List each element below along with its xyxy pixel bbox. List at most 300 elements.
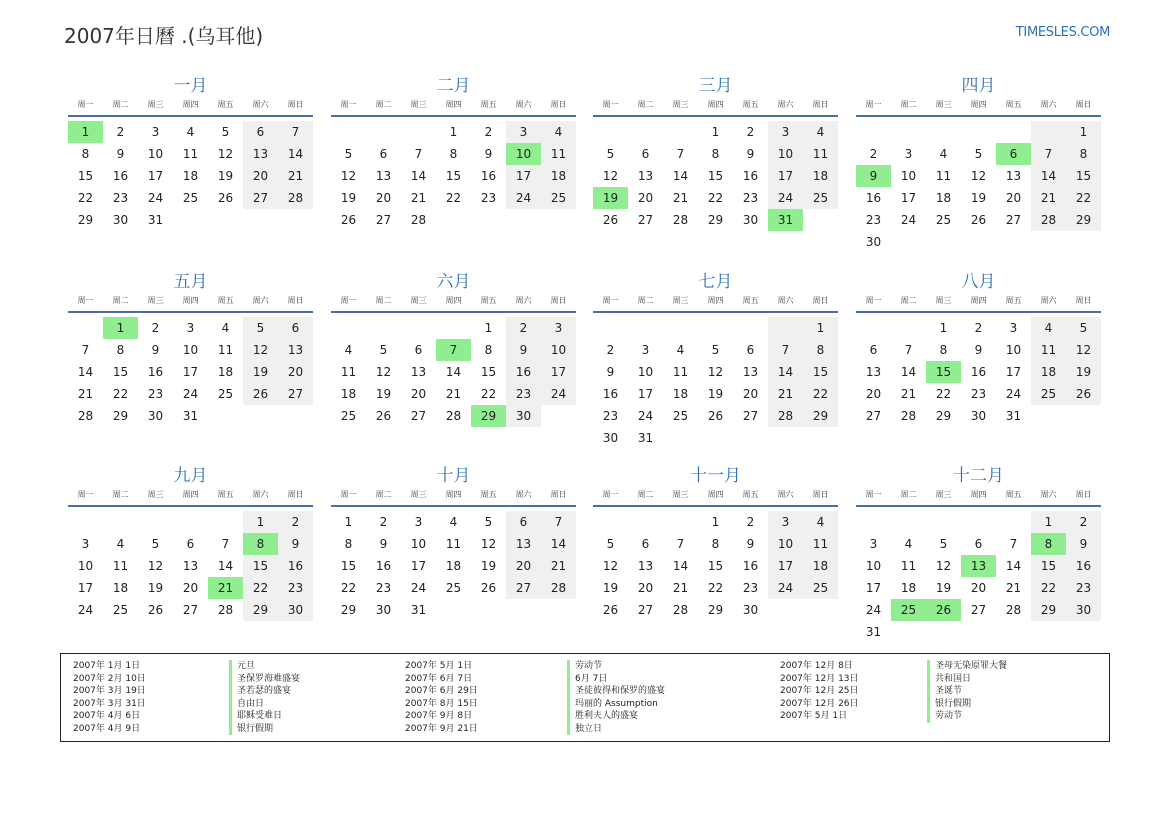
empty-cell (663, 317, 698, 339)
day-cell: 26 (243, 383, 278, 405)
day-cell: 21 (900, 387, 917, 401)
empty-cell (698, 427, 733, 449)
day-cell: 2 (484, 125, 493, 139)
day-cell: 10 (768, 143, 803, 165)
month-calendar (68, 75, 313, 231)
day-grid (68, 317, 313, 427)
legend-holiday-name: 劳动节 (927, 710, 1007, 723)
day-cell: 13 (506, 533, 541, 555)
weekday-label: 周一 (602, 100, 619, 109)
day-cell: 1 (103, 317, 138, 339)
day-cell: 4 (116, 537, 125, 551)
day-cell: 16 (970, 365, 987, 379)
day-cell: 2 (746, 515, 755, 529)
day-cell: 31 (637, 431, 654, 445)
day-cell: 18 (217, 365, 234, 379)
empty-cell (436, 317, 471, 339)
day-cell: 31 (410, 603, 427, 617)
day-cell: 27 (637, 213, 654, 227)
weekday-label: 周六 (777, 100, 794, 109)
empty-cell (628, 317, 663, 339)
weekday-label: 周五 (480, 490, 497, 499)
legend-date: 2007年 6月 7日 (405, 673, 473, 684)
day-cell: 29 (707, 213, 724, 227)
weekday-label: 周三 (672, 490, 689, 499)
weekday-label: 周四 (707, 490, 724, 499)
day-cell: 18 (445, 559, 462, 573)
day-cell: 6 (641, 537, 650, 551)
weekday-label: 周四 (182, 296, 199, 305)
day-cell: 30 (602, 431, 619, 445)
day-cell: 15 (243, 555, 278, 577)
weekday-label: 周五 (742, 100, 759, 109)
weekday-label: 周六 (252, 100, 269, 109)
day-cell: 2 (974, 321, 983, 335)
weekday-label: 周六 (1040, 296, 1057, 305)
day-cell: 30 (278, 599, 313, 621)
day-cell: 9 (606, 365, 615, 379)
day-cell: 10 (865, 559, 882, 573)
empty-cell (541, 599, 576, 621)
day-cell: 7 (1031, 143, 1066, 165)
day-cell: 4 (904, 537, 913, 551)
day-cell: 30 (147, 409, 164, 423)
month-name: 六月 (436, 272, 471, 292)
day-cell: 4 (803, 121, 838, 143)
empty-cell (961, 231, 996, 253)
legend-name-column (567, 660, 665, 735)
day-cell: 14 (410, 169, 427, 183)
day-cell: 10 (541, 339, 576, 361)
day-cell: 16 (506, 361, 541, 383)
day-cell: 5 (1066, 317, 1101, 339)
day-cell: 11 (112, 559, 129, 573)
weekday-label: 周六 (777, 296, 794, 305)
empty-cell (698, 317, 733, 339)
day-cell: 26 (602, 603, 619, 617)
day-cell: 28 (672, 213, 689, 227)
day-cell: 19 (970, 191, 987, 205)
day-cell: 15 (480, 365, 497, 379)
day-cell: 14 (768, 361, 803, 383)
day-cell: 23 (970, 387, 987, 401)
month-name: 七月 (698, 272, 733, 292)
day-cell: 14 (541, 533, 576, 555)
day-cell: 16 (865, 191, 882, 205)
empty-cell (208, 405, 243, 427)
day-cell: 23 (1066, 577, 1101, 599)
empty-cell (663, 427, 698, 449)
legend-date-column (780, 660, 859, 723)
day-cell: 1 (939, 321, 948, 335)
day-cell: 19 (243, 361, 278, 383)
day-cell: 7 (436, 339, 471, 361)
day-cell: 9 (856, 165, 891, 187)
day-cell: 26 (147, 603, 164, 617)
weekday-label: 周一 (77, 296, 94, 305)
day-cell: 25 (217, 387, 234, 401)
day-cell: 8 (939, 343, 948, 357)
day-cell: 31 (182, 409, 199, 423)
day-cell: 28 (445, 409, 462, 423)
weekday-label: 周三 (410, 296, 427, 305)
empty-cell (1031, 405, 1066, 427)
month-name: 四月 (961, 76, 996, 96)
day-cell: 22 (112, 387, 129, 401)
month-calendar (856, 271, 1101, 427)
page-title: 2007年日曆 .(乌耳他) (64, 24, 264, 48)
weekday-label: 周三 (672, 296, 689, 305)
day-cell: 25 (112, 603, 129, 617)
day-cell: 14 (1031, 165, 1066, 187)
day-cell: 23 (742, 191, 759, 205)
legend-date-column (405, 660, 478, 735)
day-cell: 20 (506, 555, 541, 577)
legend-holiday-name: 银行假期 (229, 723, 300, 736)
weekday-label: 周一 (340, 100, 357, 109)
day-cell: 25 (541, 187, 576, 209)
weekday-label: 周二 (900, 490, 917, 499)
day-cell: 10 (900, 169, 917, 183)
day-cell: 15 (1031, 555, 1066, 577)
day-cell: 29 (935, 409, 952, 423)
legend-holiday-name: 圣诞节 (927, 685, 1007, 698)
day-cell: 9 (379, 537, 388, 551)
legend-date: 2007年 12月 25日 (780, 686, 859, 696)
day-cell: 16 (278, 555, 313, 577)
day-cell: 6 (506, 511, 541, 533)
day-cell: 25 (935, 213, 952, 227)
weekday-label: 周日 (812, 296, 829, 305)
day-cell: 17 (77, 581, 94, 595)
day-cell: 16 (375, 559, 392, 573)
site-link[interactable]: TIMESLES.COM (1015, 25, 1110, 40)
day-cell: 19 (602, 581, 619, 595)
day-cell: 11 (935, 169, 952, 183)
empty-cell (856, 317, 891, 339)
day-cell: 28 (900, 409, 917, 423)
day-cell: 8 (344, 537, 353, 551)
day-cell: 3 (506, 121, 541, 143)
day-cell: 1 (344, 515, 353, 529)
day-cell: 10 (768, 533, 803, 555)
empty-cell (856, 511, 891, 533)
day-grid (331, 121, 576, 231)
day-cell: 5 (711, 343, 720, 357)
empty-cell (506, 209, 541, 231)
month-name: 十二月 (953, 466, 1004, 486)
month-name: 九月 (173, 466, 208, 486)
day-cell: 29 (340, 603, 357, 617)
day-cell: 29 (471, 405, 506, 427)
empty-cell (1031, 121, 1066, 143)
empty-cell (996, 621, 1031, 643)
day-cell: 25 (672, 409, 689, 423)
day-cell: 31 (1005, 409, 1022, 423)
day-grid (593, 121, 838, 231)
month-calendar (331, 465, 576, 621)
day-cell: 29 (112, 409, 129, 423)
weekday-label: 周五 (217, 490, 234, 499)
day-cell: 24 (637, 409, 654, 423)
legend-holiday-name: 圣若瑟的盛宴 (229, 685, 300, 698)
day-cell: 21 (541, 555, 576, 577)
day-cell: 18 (340, 387, 357, 401)
empty-cell (541, 209, 576, 231)
day-cell: 12 (1066, 339, 1101, 361)
weekday-label: 周二 (900, 296, 917, 305)
legend-date: 2007年 1月 1日 (73, 661, 141, 671)
day-cell: 13 (278, 339, 313, 361)
day-cell: 19 (593, 187, 628, 209)
day-cell: 2 (746, 125, 755, 139)
day-cell: 30 (506, 405, 541, 427)
day-cell: 29 (243, 599, 278, 621)
day-cell: 22 (77, 191, 94, 205)
weekday-label: 周一 (340, 490, 357, 499)
day-cell: 7 (676, 537, 685, 551)
weekday-label: 周日 (1075, 100, 1092, 109)
empty-cell (1031, 621, 1066, 643)
day-cell: 13 (375, 169, 392, 183)
day-cell: 18 (935, 191, 952, 205)
empty-cell (1066, 621, 1101, 643)
weekday-label: 周四 (970, 100, 987, 109)
month-calendar (68, 271, 313, 427)
weekday-label: 周三 (410, 100, 427, 109)
day-cell: 24 (182, 387, 199, 401)
day-cell: 2 (506, 317, 541, 339)
day-cell: 27 (742, 409, 759, 423)
day-cell: 2 (1066, 511, 1101, 533)
empty-cell (68, 317, 103, 339)
weekday-label: 周四 (970, 296, 987, 305)
day-cell: 28 (1005, 603, 1022, 617)
weekday-label: 周五 (1005, 100, 1022, 109)
day-cell: 4 (1031, 317, 1066, 339)
empty-cell (891, 621, 926, 643)
legend-holiday-name: 独立日 (567, 723, 665, 736)
day-cell: 17 (637, 387, 654, 401)
day-cell: 21 (208, 577, 243, 599)
legend-holiday-name: 玛丽的 Assumption (567, 698, 665, 711)
day-cell: 2 (869, 147, 878, 161)
day-cell: 17 (1005, 365, 1022, 379)
day-cell: 21 (410, 191, 427, 205)
day-cell: 17 (768, 165, 803, 187)
legend-date: 2007年 5月 1日 (405, 661, 473, 671)
weekday-header (856, 99, 1101, 117)
day-cell: 3 (904, 147, 913, 161)
day-cell: 14 (1005, 559, 1022, 573)
day-cell: 24 (768, 187, 803, 209)
day-cell: 7 (904, 343, 913, 357)
day-cell: 14 (278, 143, 313, 165)
weekday-label: 周日 (1075, 296, 1092, 305)
day-cell: 13 (182, 559, 199, 573)
month-name: 二月 (436, 76, 471, 96)
legend-date-column (73, 660, 146, 735)
legend-date: 2007年 4月 6日 (73, 711, 141, 721)
day-cell: 23 (147, 387, 164, 401)
day-cell: 22 (707, 191, 724, 205)
weekday-label: 周日 (550, 296, 567, 305)
day-cell: 31 (147, 213, 164, 227)
day-cell: 4 (221, 321, 230, 335)
day-cell: 1 (1031, 511, 1066, 533)
day-cell: 19 (707, 387, 724, 401)
day-cell: 1 (711, 515, 720, 529)
day-cell: 11 (182, 147, 199, 161)
day-cell: 22 (803, 383, 838, 405)
day-cell: 15 (707, 559, 724, 573)
day-cell: 12 (480, 537, 497, 551)
day-cell: 12 (375, 365, 392, 379)
empty-cell (331, 317, 366, 339)
day-cell: 3 (869, 537, 878, 551)
weekday-label: 周二 (112, 296, 129, 305)
weekday-label: 周一 (865, 100, 882, 109)
day-cell: 10 (77, 559, 94, 573)
day-cell: 18 (1031, 361, 1066, 383)
day-cell: 1 (484, 321, 493, 335)
empty-cell (733, 317, 768, 339)
month-name: 五月 (173, 272, 208, 292)
day-cell: 29 (77, 213, 94, 227)
day-cell: 12 (602, 169, 619, 183)
day-cell: 11 (803, 143, 838, 165)
day-cell: 10 (182, 343, 199, 357)
day-cell: 3 (541, 317, 576, 339)
empty-cell (768, 317, 803, 339)
day-cell: 11 (445, 537, 462, 551)
month-calendar (593, 75, 838, 231)
day-cell: 8 (803, 339, 838, 361)
weekday-label: 周一 (77, 100, 94, 109)
weekday-label: 周二 (375, 100, 392, 109)
empty-cell (1031, 231, 1066, 253)
day-cell: 28 (768, 405, 803, 427)
day-cell: 27 (182, 603, 199, 617)
day-cell: 24 (768, 577, 803, 599)
month-calendar (593, 271, 838, 449)
day-cell: 29 (1031, 599, 1066, 621)
weekday-label: 周日 (287, 100, 304, 109)
day-cell: 3 (768, 121, 803, 143)
weekday-label: 周一 (865, 296, 882, 305)
day-cell: 1 (803, 317, 838, 339)
weekday-header (68, 295, 313, 313)
empty-cell (891, 511, 926, 533)
day-cell: 30 (112, 213, 129, 227)
day-cell: 1 (243, 511, 278, 533)
weekday-label: 周日 (1075, 490, 1092, 499)
day-cell: 13 (410, 365, 427, 379)
day-cell: 30 (970, 409, 987, 423)
day-cell: 26 (1066, 383, 1101, 405)
day-cell: 18 (900, 581, 917, 595)
day-cell: 23 (278, 577, 313, 599)
day-cell: 10 (1005, 343, 1022, 357)
day-cell: 30 (742, 603, 759, 617)
day-cell: 18 (672, 387, 689, 401)
day-cell: 9 (151, 343, 160, 357)
day-cell: 24 (865, 603, 882, 617)
weekday-label: 周三 (935, 490, 952, 499)
empty-cell (996, 121, 1031, 143)
day-cell: 2 (116, 125, 125, 139)
empty-cell (926, 621, 961, 643)
day-cell: 20 (637, 191, 654, 205)
day-cell: 22 (1066, 187, 1101, 209)
month-name: 一月 (173, 76, 208, 96)
weekday-label: 周一 (340, 296, 357, 305)
day-cell: 6 (414, 343, 423, 357)
weekday-label: 周二 (637, 296, 654, 305)
legend-date: 2007年 3月 31日 (73, 698, 146, 709)
day-cell: 26 (375, 409, 392, 423)
day-cell: 20 (742, 387, 759, 401)
day-cell: 15 (340, 559, 357, 573)
day-cell: 26 (926, 599, 961, 621)
weekday-label: 周日 (550, 490, 567, 499)
weekday-label: 周六 (777, 490, 794, 499)
weekday-label: 周六 (252, 490, 269, 499)
day-cell: 23 (865, 213, 882, 227)
legend-date: 2007年 12月 26日 (780, 698, 859, 709)
legend-holiday-name: 6月 7日 (567, 673, 665, 686)
empty-cell (768, 427, 803, 449)
month-calendar (331, 75, 576, 231)
day-cell: 13 (742, 365, 759, 379)
day-cell: 6 (278, 317, 313, 339)
day-cell: 9 (746, 537, 755, 551)
day-cell: 26 (602, 213, 619, 227)
month-name: 三月 (698, 76, 733, 96)
day-cell: 13 (243, 143, 278, 165)
day-cell: 2 (379, 515, 388, 529)
day-cell: 29 (1066, 209, 1101, 231)
day-cell: 17 (147, 169, 164, 183)
day-cell: 16 (742, 169, 759, 183)
weekday-label: 周四 (182, 100, 199, 109)
day-grid (331, 511, 576, 621)
legend-holiday-name: 胜利夫人的盛宴 (567, 710, 665, 723)
day-cell: 20 (278, 361, 313, 383)
weekday-label: 周日 (550, 100, 567, 109)
day-cell: 20 (243, 165, 278, 187)
weekday-label: 周三 (935, 100, 952, 109)
empty-cell (628, 511, 663, 533)
day-cell: 26 (707, 409, 724, 423)
day-cell: 6 (186, 537, 195, 551)
day-cell: 23 (480, 191, 497, 205)
day-cell: 10 (506, 143, 541, 165)
holiday-legend (60, 653, 1110, 742)
weekday-label: 周五 (480, 296, 497, 305)
empty-cell (961, 621, 996, 643)
day-grid (331, 317, 576, 427)
empty-cell (961, 121, 996, 143)
legend-date: 2007年 12月 13日 (780, 673, 859, 684)
day-cell: 16 (147, 365, 164, 379)
day-cell: 5 (379, 343, 388, 357)
day-cell: 22 (935, 387, 952, 401)
day-cell: 13 (865, 365, 882, 379)
empty-cell (593, 317, 628, 339)
day-cell: 5 (151, 537, 160, 551)
day-cell: 26 (480, 581, 497, 595)
